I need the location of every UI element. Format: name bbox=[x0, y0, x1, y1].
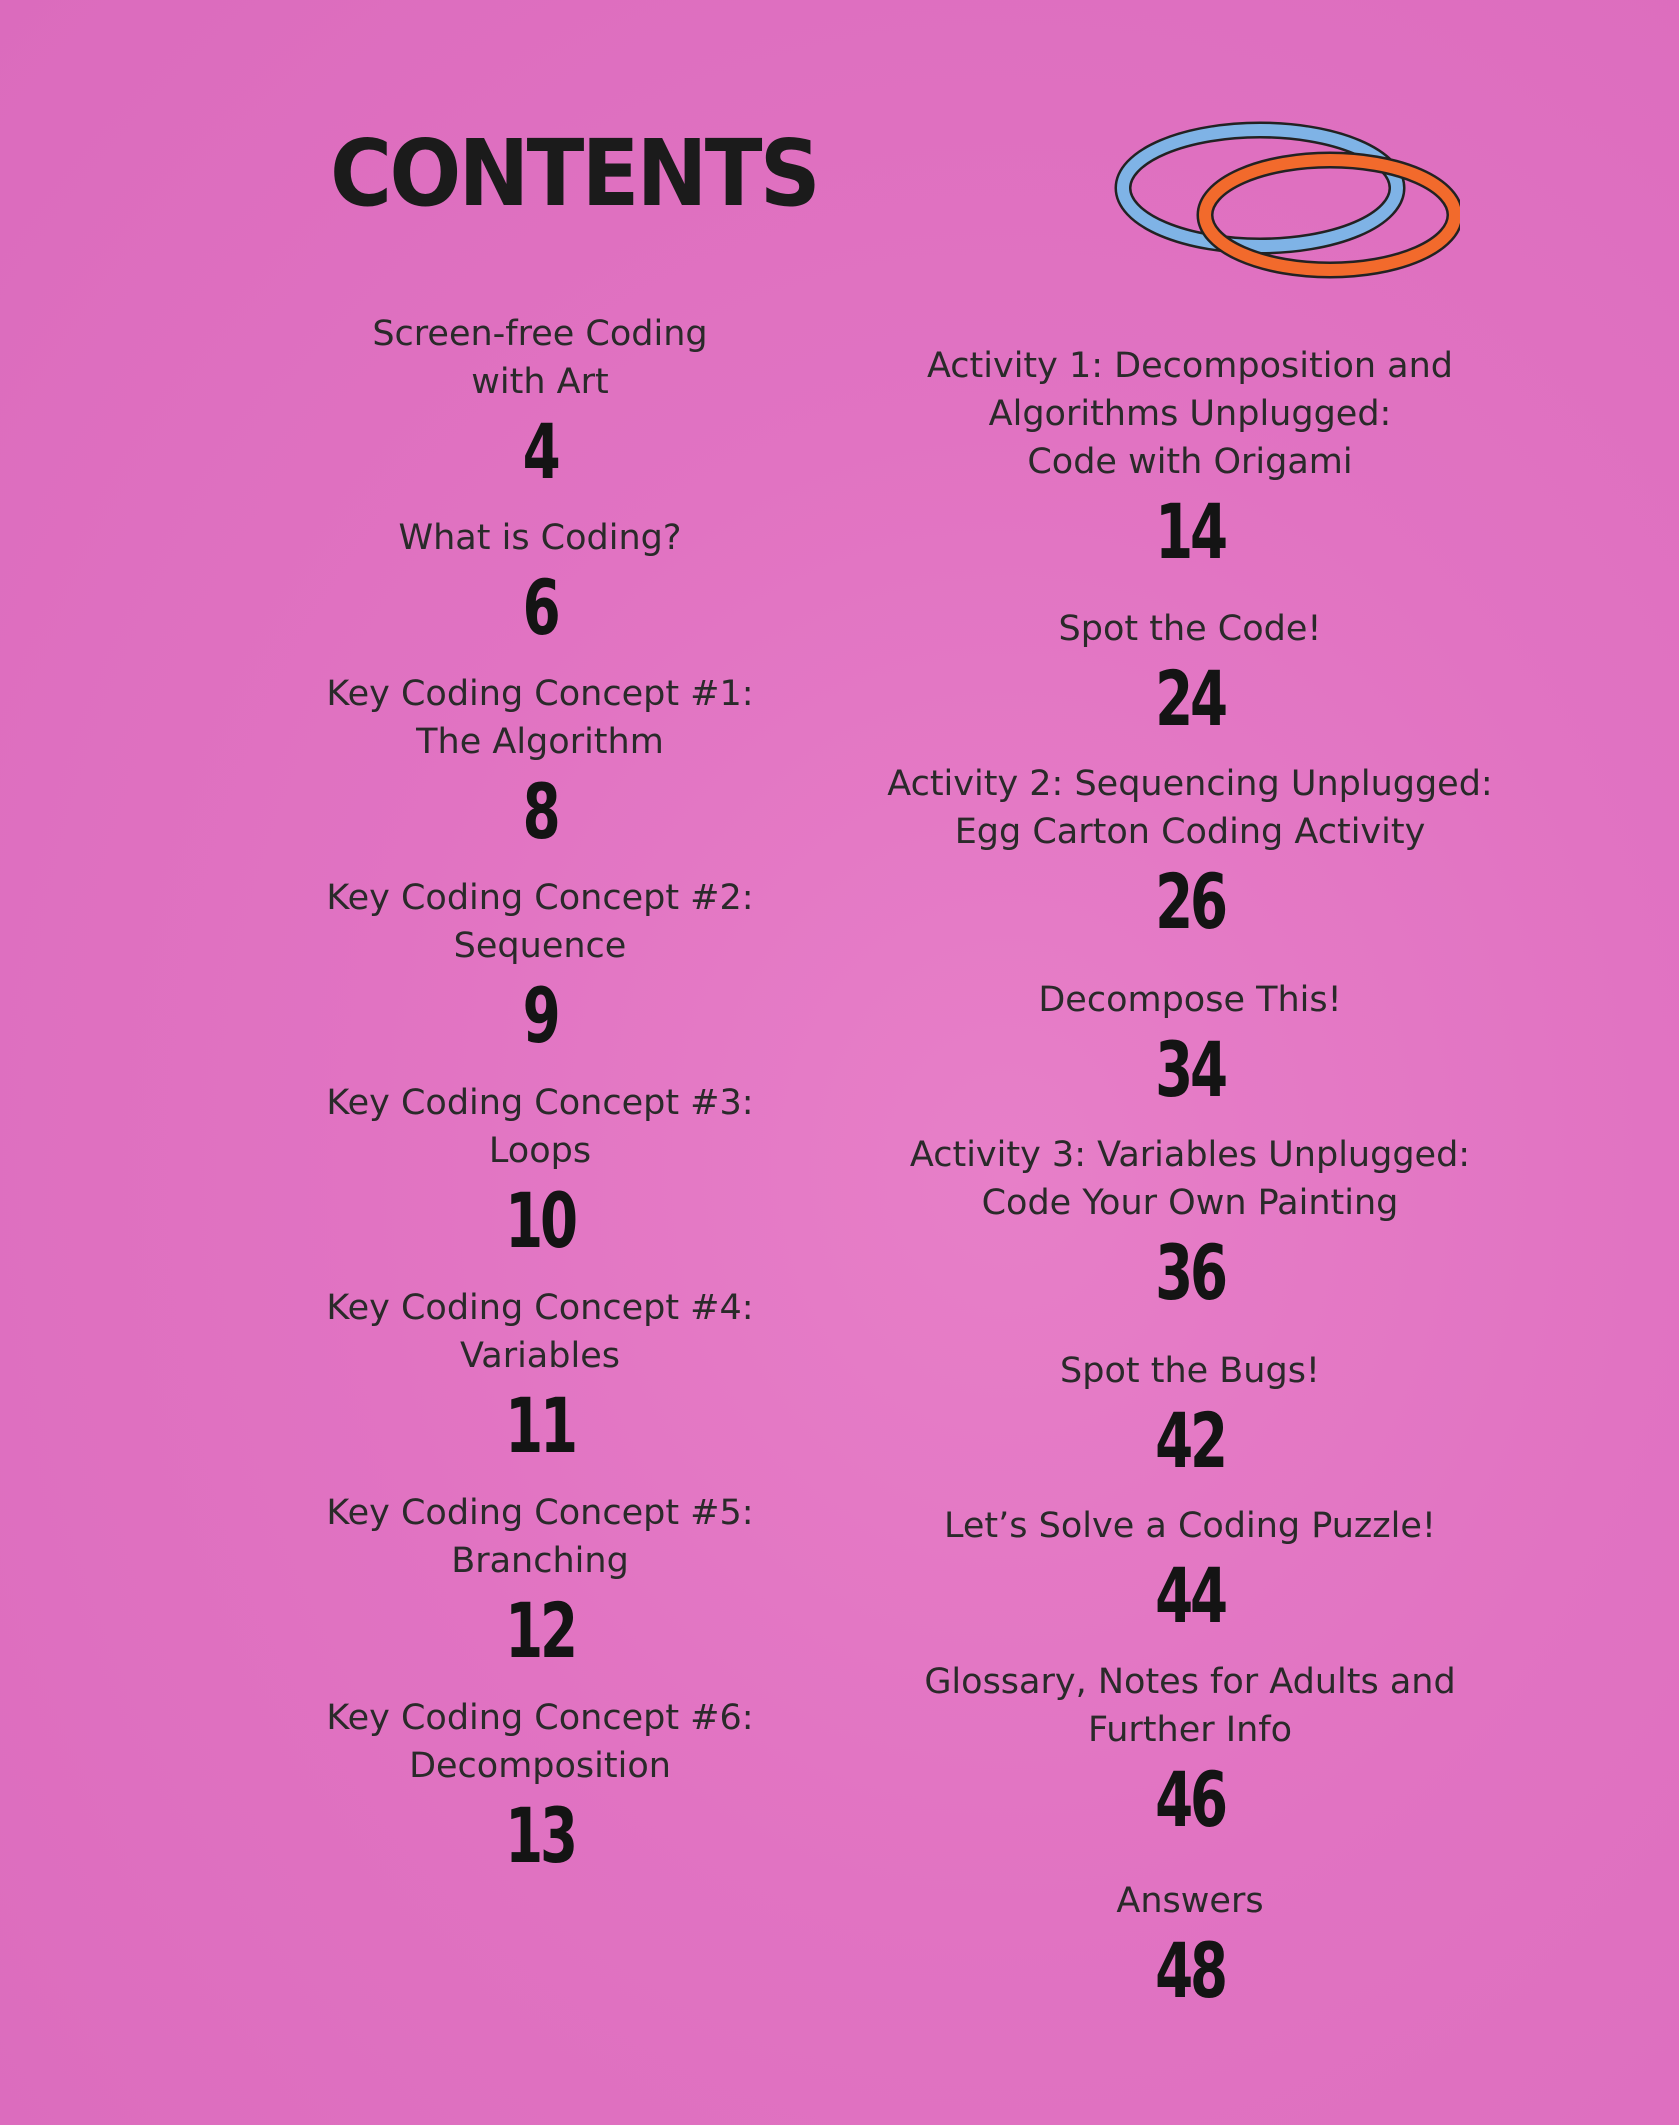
toc-entry-title: Key Coding Concept #4: Variables bbox=[326, 1288, 754, 1376]
toc-entry-title: Key Coding Concept #6: Decomposition bbox=[326, 1698, 754, 1786]
toc-entry-page: 9 bbox=[522, 971, 558, 1060]
toc-entry-page: 48 bbox=[1155, 1926, 1225, 2015]
orange-hoop-icon bbox=[1205, 160, 1455, 270]
toc-entry bbox=[860, 1347, 1520, 1483]
toc-entry-page: 46 bbox=[1155, 1755, 1225, 1844]
toc-entry-title: Spot the Bugs! bbox=[1060, 1351, 1320, 1391]
toc-entry-page: 10 bbox=[505, 1176, 575, 1265]
toc-entry-page: 26 bbox=[1155, 857, 1225, 946]
toc-entry-title: Key Coding Concept #3: Loops bbox=[326, 1083, 754, 1171]
toc-entry-page: 13 bbox=[505, 1791, 575, 1880]
toc-entry bbox=[860, 1658, 1520, 1842]
toc-entry-title: Spot the Code! bbox=[1058, 609, 1322, 649]
toc-entry bbox=[210, 1079, 870, 1263]
toc-entry-title: Let’s Solve a Coding Puzzle! bbox=[944, 1506, 1436, 1546]
toc-entry-title: What is Coding? bbox=[398, 518, 682, 558]
toc-entry-page: 11 bbox=[505, 1381, 575, 1470]
toc-entry bbox=[860, 976, 1520, 1112]
toc-entry bbox=[860, 342, 1520, 574]
toc-entry bbox=[210, 1489, 870, 1673]
toc-entry-page: 8 bbox=[522, 767, 558, 856]
toc-entry-title: Glossary, Notes for Adults and Further Info bbox=[924, 1662, 1456, 1750]
toc-entry-title: Activity 2: Sequencing Unplugged: Egg Carton Coding Activity bbox=[887, 764, 1493, 852]
toc-entry-page: 4 bbox=[522, 407, 558, 496]
toc-entry bbox=[210, 1694, 870, 1878]
toc-entry-page: 34 bbox=[1155, 1025, 1225, 1114]
toc-entry-title: Key Coding Concept #2: Sequence bbox=[326, 878, 754, 966]
toc-entry-page: 36 bbox=[1155, 1228, 1225, 1317]
toc-entry-title: Decompose This! bbox=[1038, 980, 1342, 1020]
toc-entry bbox=[860, 605, 1520, 741]
blue-hoop-icon bbox=[1123, 130, 1397, 246]
toc-entry bbox=[860, 1502, 1520, 1638]
toc-entry-title: Key Coding Concept #1: The Algorithm bbox=[326, 674, 754, 762]
toc-entry-page: 6 bbox=[522, 563, 558, 652]
page-title: CONTENTS bbox=[330, 120, 818, 227]
toc-entry bbox=[860, 1877, 1520, 2013]
toc-entry bbox=[860, 760, 1520, 944]
toc-entry bbox=[210, 310, 870, 494]
toc-entry-page: 42 bbox=[1155, 1396, 1225, 1485]
toc-entry-page: 12 bbox=[505, 1586, 575, 1675]
toc-entry-page: 44 bbox=[1155, 1551, 1225, 1640]
toc-entry bbox=[210, 874, 870, 1058]
toc-entry bbox=[860, 1131, 1520, 1315]
toc-entry-page: 24 bbox=[1155, 654, 1225, 743]
toc-entry-title: Key Coding Concept #5: Branching bbox=[326, 1493, 754, 1581]
toc-entry-title: Answers bbox=[1116, 1881, 1264, 1921]
toc-entry-title: Screen-free Coding with Art bbox=[372, 314, 708, 402]
toc-entry-title: Activity 1: Decomposition and Algorithms Unplugged: Code with Origami bbox=[926, 346, 1454, 482]
toc-entry-title: Activity 3: Variables Unplugged: Code Your Own Painting bbox=[909, 1135, 1471, 1223]
toc-entry bbox=[210, 514, 870, 650]
toc-entry-page: 14 bbox=[1155, 487, 1225, 576]
toc-entry bbox=[210, 670, 870, 854]
hoop-rings-illustration bbox=[1110, 120, 1460, 290]
toc-entry bbox=[210, 1284, 870, 1468]
